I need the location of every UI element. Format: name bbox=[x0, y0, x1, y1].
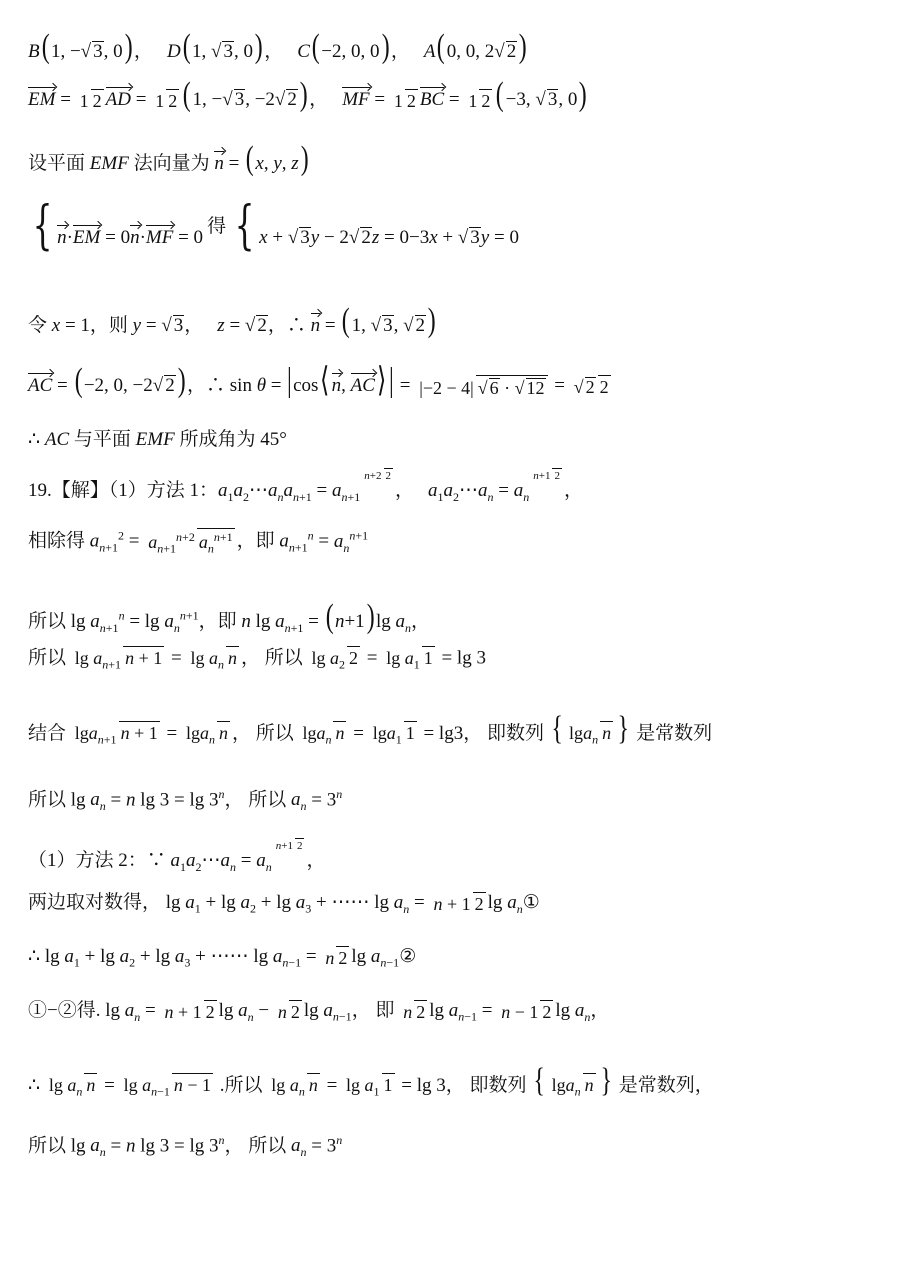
coordinates-line: B(1, −√ 3, 0)， D(1, √ 3, 0)， C(−2, 0, 0)， A(0, 0, 2√ 2) bbox=[28, 28, 527, 65]
subtract-line: ①−②得. $\lg a_n = n + 1$ 2 $\lg a_n - n$ 2 $\lg a_{n-1}$， 即 n 2 $\lg a_{n-1} = n - 1$ 2 $\lg a_n$， bbox=[28, 999, 610, 1024]
division-line: 相除得 $a_{n+1}^2 = a_{n+1}^{n+2}$ $a_n^{n+1}$ ，即 $a_{n+1}^n = a_n^{n+1}$ bbox=[28, 528, 369, 556]
constant-sequence-line: 结合 lga$_{n+1}$ n + 1 = lga$_n$ n ， 所以 lga$_n$ n = lga$_1$ 1 = lg3， 即数列 { lga$_n$ n } 是常数列 bbox=[28, 710, 713, 747]
vectors-line: EM = 1 2 AD = 1 2 (1, −√ 3, −2√ 2)， MF = 1 2 BC = 1 2 (−3, √ 3, 0) bbox=[28, 76, 587, 113]
result-line-2: 所以 $\lg a_n = n$ lg 3 = lg 3$^n$， 所以 $a_n = 3^n$ bbox=[28, 1133, 343, 1160]
constant-sequence-line-2: ∴ $\lg a_n$ $n = \lg a_{n-1}$ n − 1 .所以 $\lg a_n$ $n = \lg a_1$ 1 = lg 3， 即数列 { lga$_n$ n } 是常数列， bbox=[28, 1062, 714, 1099]
log-sum-line-1: 两边取对数得， $\lg a_1 + \lg a_2 + \lg a_3$ + ⋯⋯ $\lg a_n = n + 1$ 2 $\lg a_n①$ bbox=[28, 891, 540, 916]
equation-system: { n·EM = 0n·MF = 0 得 { x + √ 3y − 2√ 2z = 0−3x + √ 3y = 0 bbox=[32, 196, 519, 256]
problem-19-header: 19.【解】（1）方法 1：$a_1a_2\cdots a_na_{n+1} = a_{n+1}^{n+2 2}$， $a_1a_2\cdots a_n = a_n^{n+1 2}$， bbox=[28, 470, 583, 504]
log-line: 所以 $\lg a_{n+1}^n = \lg a_n^{n+1}$，即 n $\lg a_{n+1} = (n+1)\lg$ $a_n$， bbox=[28, 598, 431, 635]
ratio-line: 所以 $\lg a_{n+1}$ $n + 1 = \lg a_n$ n ， 所以 $\lg a_2$ $2 = \lg a_1$ 1 = lg 3 bbox=[28, 647, 486, 672]
conclusion-line: ∴ AC 与平面 EMF 所成角为 45° bbox=[28, 429, 287, 450]
solve-line: 令 x = 1，则 y = √ 3， z = √ 2，∴ n = (1, √ 3, √ 2) bbox=[28, 302, 436, 339]
log-sum-line-2: ∴ $\lg a_1 + \lg a_2 + \lg a_3$ + ⋯⋯ $\lg a_{n-1} = n$ 2 $\lg a_{n-1}②$ bbox=[28, 945, 417, 970]
angle-line: AC = (−2, 0, −2√ 2)，∴ sin θ = |cos⟨ n, AC⟩| = |−2 − 4| √ 6 · √ 12 = √ 2 2 bbox=[28, 362, 609, 399]
result-line-1: 所以 $\lg a_n = n$ lg 3 = lg 3$^n$， 所以 $a_n = 3^n$ bbox=[28, 787, 343, 814]
method-2-header: （1）方法 2：∵ $a_1a_2\cdots a_n = a_n^{n+1 2}$， bbox=[28, 840, 326, 874]
normal-vector-line: 设平面 EMF 法向量为 n = (x, y, z) bbox=[28, 140, 309, 177]
